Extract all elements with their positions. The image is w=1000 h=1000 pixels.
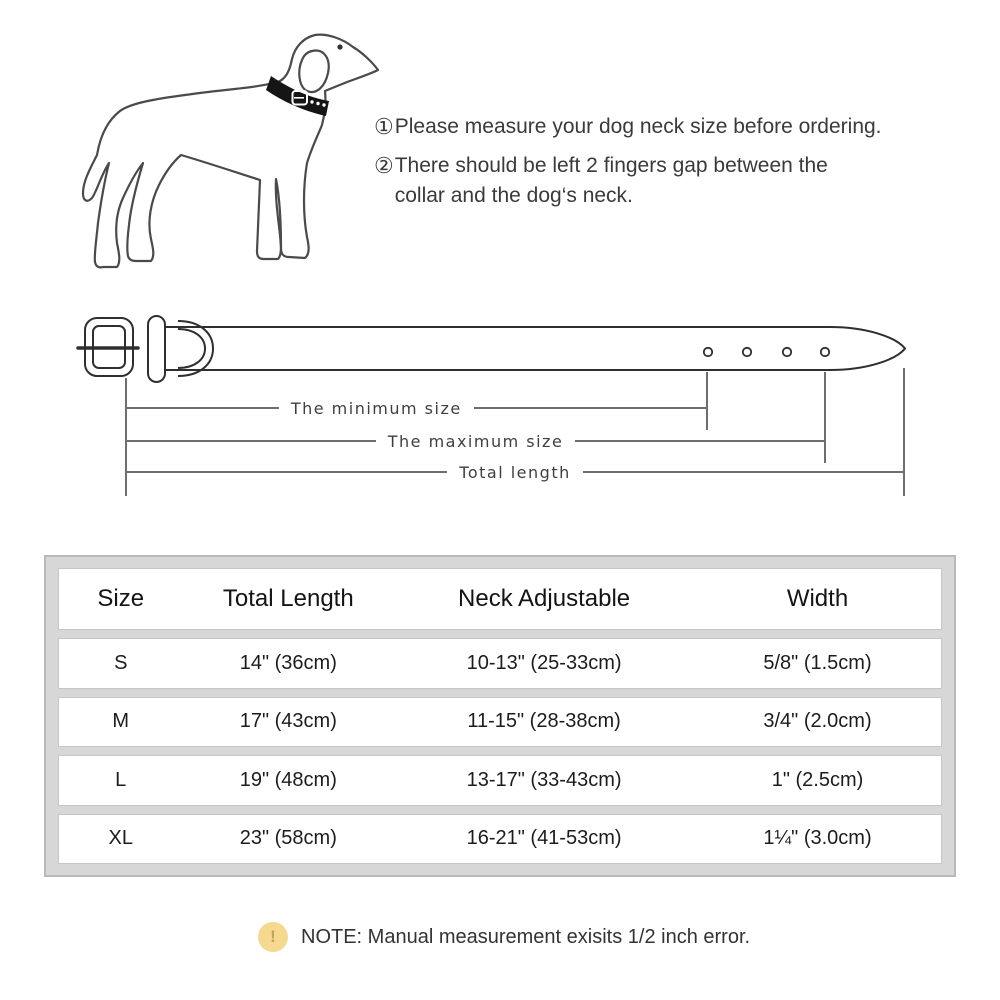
dimension-line xyxy=(126,440,376,442)
dimension-label-minimum: The minimum size xyxy=(290,398,462,418)
measuring-instructions xyxy=(374,112,974,220)
header-size: Size xyxy=(97,585,145,612)
cell-total-length: 14" (36cm) xyxy=(239,651,337,674)
size-table-header-row xyxy=(58,568,942,630)
dimension-total-length xyxy=(126,464,904,480)
dimension-label-total: Total length xyxy=(459,462,571,482)
instruction-item-2 xyxy=(374,151,974,211)
collar-diagram xyxy=(60,308,950,388)
dimension-line xyxy=(126,471,447,473)
cell-size: L xyxy=(115,768,127,791)
note-text: NOTE: Manual measurement exisits 1/2 inch error. xyxy=(301,925,751,948)
dimension-line xyxy=(474,407,708,409)
size-table-row-l xyxy=(58,755,942,806)
cell-total-length: 23" (58cm) xyxy=(239,827,337,850)
strap-hole-2 xyxy=(743,348,751,356)
circled-number-2: ② xyxy=(374,153,394,178)
cell-width: 1¼" (3.0cm) xyxy=(763,827,872,850)
instruction-text-line: collar and the dog‘s neck. xyxy=(394,184,633,207)
cell-width: 5/8" (1.5cm) xyxy=(763,651,872,674)
size-table-row-m xyxy=(58,697,942,748)
dimension-label-maximum: The maximum size xyxy=(387,431,564,451)
strap-hole-1 xyxy=(704,348,712,356)
instruction-text-line: There should be left 2 fingers gap between the xyxy=(394,154,828,177)
dimension-line xyxy=(583,471,904,473)
cell-size: S xyxy=(114,651,128,674)
collar-keeper-loop xyxy=(148,316,165,382)
dimension-line xyxy=(575,440,825,442)
cell-size: XL xyxy=(108,827,133,850)
dropline-max-hole xyxy=(824,372,826,463)
dog-outline xyxy=(83,35,378,268)
strap-hole-3 xyxy=(783,348,791,356)
header-total-length: Total Length xyxy=(222,585,354,612)
header-neck-adjustable: Neck Adjustable xyxy=(458,585,631,612)
cell-neck-adjustable: 10-13" (25-33cm) xyxy=(466,651,622,674)
size-table-row-s xyxy=(58,638,942,689)
dog-eye xyxy=(337,44,342,49)
cell-width: 3/4" (2.0cm) xyxy=(763,710,872,733)
dimension-maximum-size xyxy=(126,433,825,449)
cell-neck-adjustable: 16-21" (41-53cm) xyxy=(466,827,622,850)
cell-total-length: 19" (48cm) xyxy=(239,768,337,791)
cell-total-length: 17" (43cm) xyxy=(239,710,337,733)
strap-hole-4 xyxy=(821,348,829,356)
size-table xyxy=(44,555,956,877)
dog-illustration xyxy=(75,15,395,285)
warning-icon: ! xyxy=(258,922,288,952)
instruction-item-1 xyxy=(374,112,974,142)
cell-neck-adjustable: 11-15" (28-38cm) xyxy=(467,710,621,733)
cell-width: 1" (2.5cm) xyxy=(771,768,864,791)
circled-number-1: ① xyxy=(374,114,394,139)
collar-strap xyxy=(152,327,905,370)
size-table-row-xl xyxy=(58,814,942,865)
dimension-line xyxy=(126,407,279,409)
instruction-text-line: Please measure your dog neck size before ordering. xyxy=(394,115,882,138)
cell-neck-adjustable: 13-17" (33-43cm) xyxy=(466,768,622,791)
measurement-note xyxy=(258,922,750,952)
cell-size: M xyxy=(112,710,130,733)
header-width: Width xyxy=(786,585,849,612)
dimension-minimum-size xyxy=(126,400,708,416)
